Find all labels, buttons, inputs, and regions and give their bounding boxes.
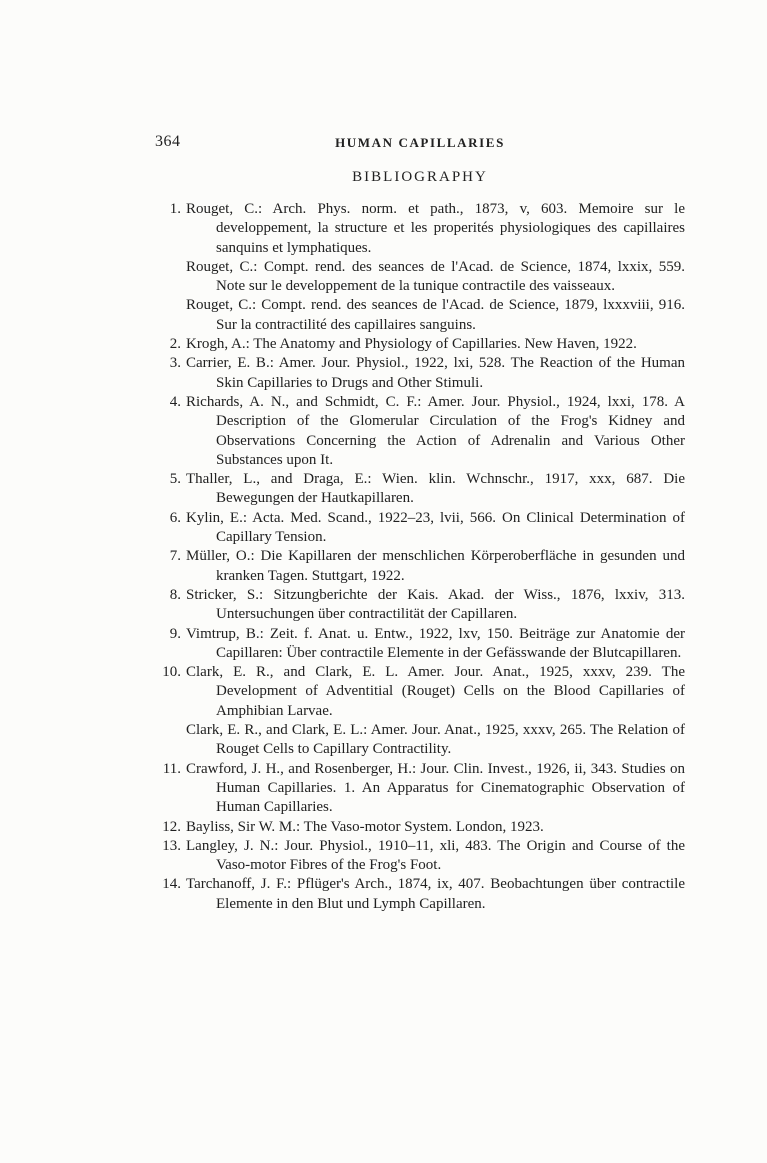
entry-number: 8. (169, 586, 181, 603)
entry-paragraph: Langley, J. N.: Jour. Physiol., 1910–11, xli, 483. The Origin and Course of the Vaso-motor Fibres of the Frog's Foot. (186, 837, 685, 874)
entry-paragraph: Rouget, C.: Compt. rend. des seances de l'Acad. de Science, 1879, lxxxviii, 916. Sur la contractilité des capillaires sanguins. (186, 297, 685, 333)
bibliography-entry (155, 663, 685, 759)
page-number: 364 (155, 133, 181, 150)
entry-paragraphs (186, 547, 685, 586)
entry-paragraph: Stricker, S.: Sitzungberichte der Kais. Akad. der Wiss., 1876, lxxiv, 313. Untersuchungen über contractilität der Capillaren. (186, 586, 685, 623)
bibliography-entry (155, 547, 685, 586)
entry-paragraphs (186, 470, 685, 509)
entry-paragraph: Rouget, C.: Compt. rend. des seances de l'Acad. de Science, 1874, lxxix, 559. Note sur le developpement de la tunique contractile des vaisseaux. (186, 258, 685, 295)
entry-paragraph: Clark, E. R., and Clark, E. L. Amer. Jour. Anat., 1925, xxxv, 239. The Development of Adventitial (Rouget) Cells on the Blood Capillaries of Amphibian Larvae. (186, 664, 685, 719)
entry-paragraph: Tarchanoff, J. F.: Pflüger's Arch., 1874, ix, 407. Beobachtungen über contractile Elemente in den Blut und Lymph Capillaren. (186, 876, 685, 912)
bibliography-entry (155, 335, 685, 354)
entry-paragraph: Clark, E. R., and Clark, E. L.: Amer. Jour. Anat., 1925, xxxv, 265. The Relation of Rouget Cells to Capillary Contractility. (186, 722, 685, 758)
entry-number: 11. (162, 760, 181, 777)
entry-paragraphs (186, 509, 685, 548)
entry-paragraphs (186, 818, 685, 837)
entry-number: 7. (169, 548, 181, 565)
entry-paragraph: Müller, O.: Die Kapillaren der menschlichen Körperoberfläche in gesunden und kranken Tagen. Stuttgart, 1922. (186, 548, 685, 584)
entry-number: 12. (162, 818, 181, 835)
entry-paragraphs (186, 335, 685, 354)
bibliography-entry (155, 509, 685, 548)
entry-paragraphs (186, 586, 685, 625)
entry-paragraphs (186, 663, 685, 759)
entry-paragraphs (186, 393, 685, 470)
entry-number: 6. (169, 509, 181, 526)
bibliography-entry (155, 625, 685, 664)
entry-paragraphs (186, 875, 685, 914)
bibliography-entry (155, 354, 685, 393)
entry-paragraph: Vimtrup, B.: Zeit. f. Anat. u. Entw., 1922, lxv, 150. Beiträge zur Anatomie der Capillaren: Über contractile Elemente in der Gefässwande der Blutcapillaren. (186, 625, 685, 661)
entry-paragraphs (186, 625, 685, 664)
bibliography-entry (155, 837, 685, 876)
bibliography-entry (155, 875, 685, 914)
running-head: HUMAN CAPILLARIES (335, 135, 505, 150)
entry-paragraphs (186, 837, 685, 876)
bibliography-entry (155, 818, 685, 837)
bibliography-entry (155, 200, 685, 335)
entry-number: 1. (169, 201, 181, 217)
entry-paragraphs (186, 200, 685, 335)
entry-number: 10. (162, 664, 181, 681)
entry-paragraph: Bayliss, Sir W. M.: The Vaso-motor System. London, 1923. (186, 818, 544, 835)
entry-number: 3. (169, 355, 181, 372)
entry-paragraph: Kylin, E.: Acta. Med. Scand., 1922–23, lvii, 566. On Clinical Determination of Capillary Tension. (186, 509, 685, 546)
entry-paragraph: Carrier, E. B.: Amer. Jour. Physiol., 1922, lxi, 528. The Reaction of the Human Skin Capillaries to Drugs and Other Stimuli. (186, 355, 685, 391)
entry-paragraph: Richards, A. N., and Schmidt, C. F.: Amer. Jour. Physiol., 1924, lxxi, 178. A Description of the Glomerular Circulation of the Frog's Kidney and Observations Concerning the Action of Adrenalin and Various Other Substances upon It. (186, 393, 685, 468)
entry-paragraph: Rouget, C.: Arch. Phys. norm. et path., 1873, v, 603. Memoire sur le developpement, la structure et les properités physiologiques des capillaires sanquins et lymphatiques. (186, 201, 685, 256)
entry-paragraphs (186, 354, 685, 393)
entry-number: 2. (169, 336, 181, 353)
entry-number: 4. (169, 393, 181, 410)
entry-paragraphs (186, 760, 685, 818)
entry-number: 14. (162, 876, 181, 893)
bibliography-list (155, 200, 685, 914)
entry-number: 13. (162, 837, 181, 854)
page-header (155, 133, 685, 153)
entry-number: 9. (169, 625, 181, 642)
bibliography-entry (155, 470, 685, 509)
entry-paragraph: Thaller, L., and Draga, E.: Wien. klin. Wchnschr., 1917, xxx, 687. Die Bewegungen der Hautkapillaren. (186, 471, 685, 507)
section-title: BIBLIOGRAPHY (352, 169, 488, 185)
entry-number: 5. (169, 471, 181, 488)
bibliography-entry (155, 760, 685, 818)
entry-paragraph: Crawford, J. H., and Rosenberger, H.: Jour. Clin. Invest., 1926, ii, 343. Studies on Human Capillaries. 1. An Apparatus for Cinematographic Observation of Human Capillaries. (186, 760, 685, 816)
bibliography-entry (155, 393, 685, 470)
entry-paragraph: Krogh, A.: The Anatomy and Physiology of Capillaries. New Haven, 1922. (186, 336, 637, 353)
bibliography-entry (155, 586, 685, 625)
